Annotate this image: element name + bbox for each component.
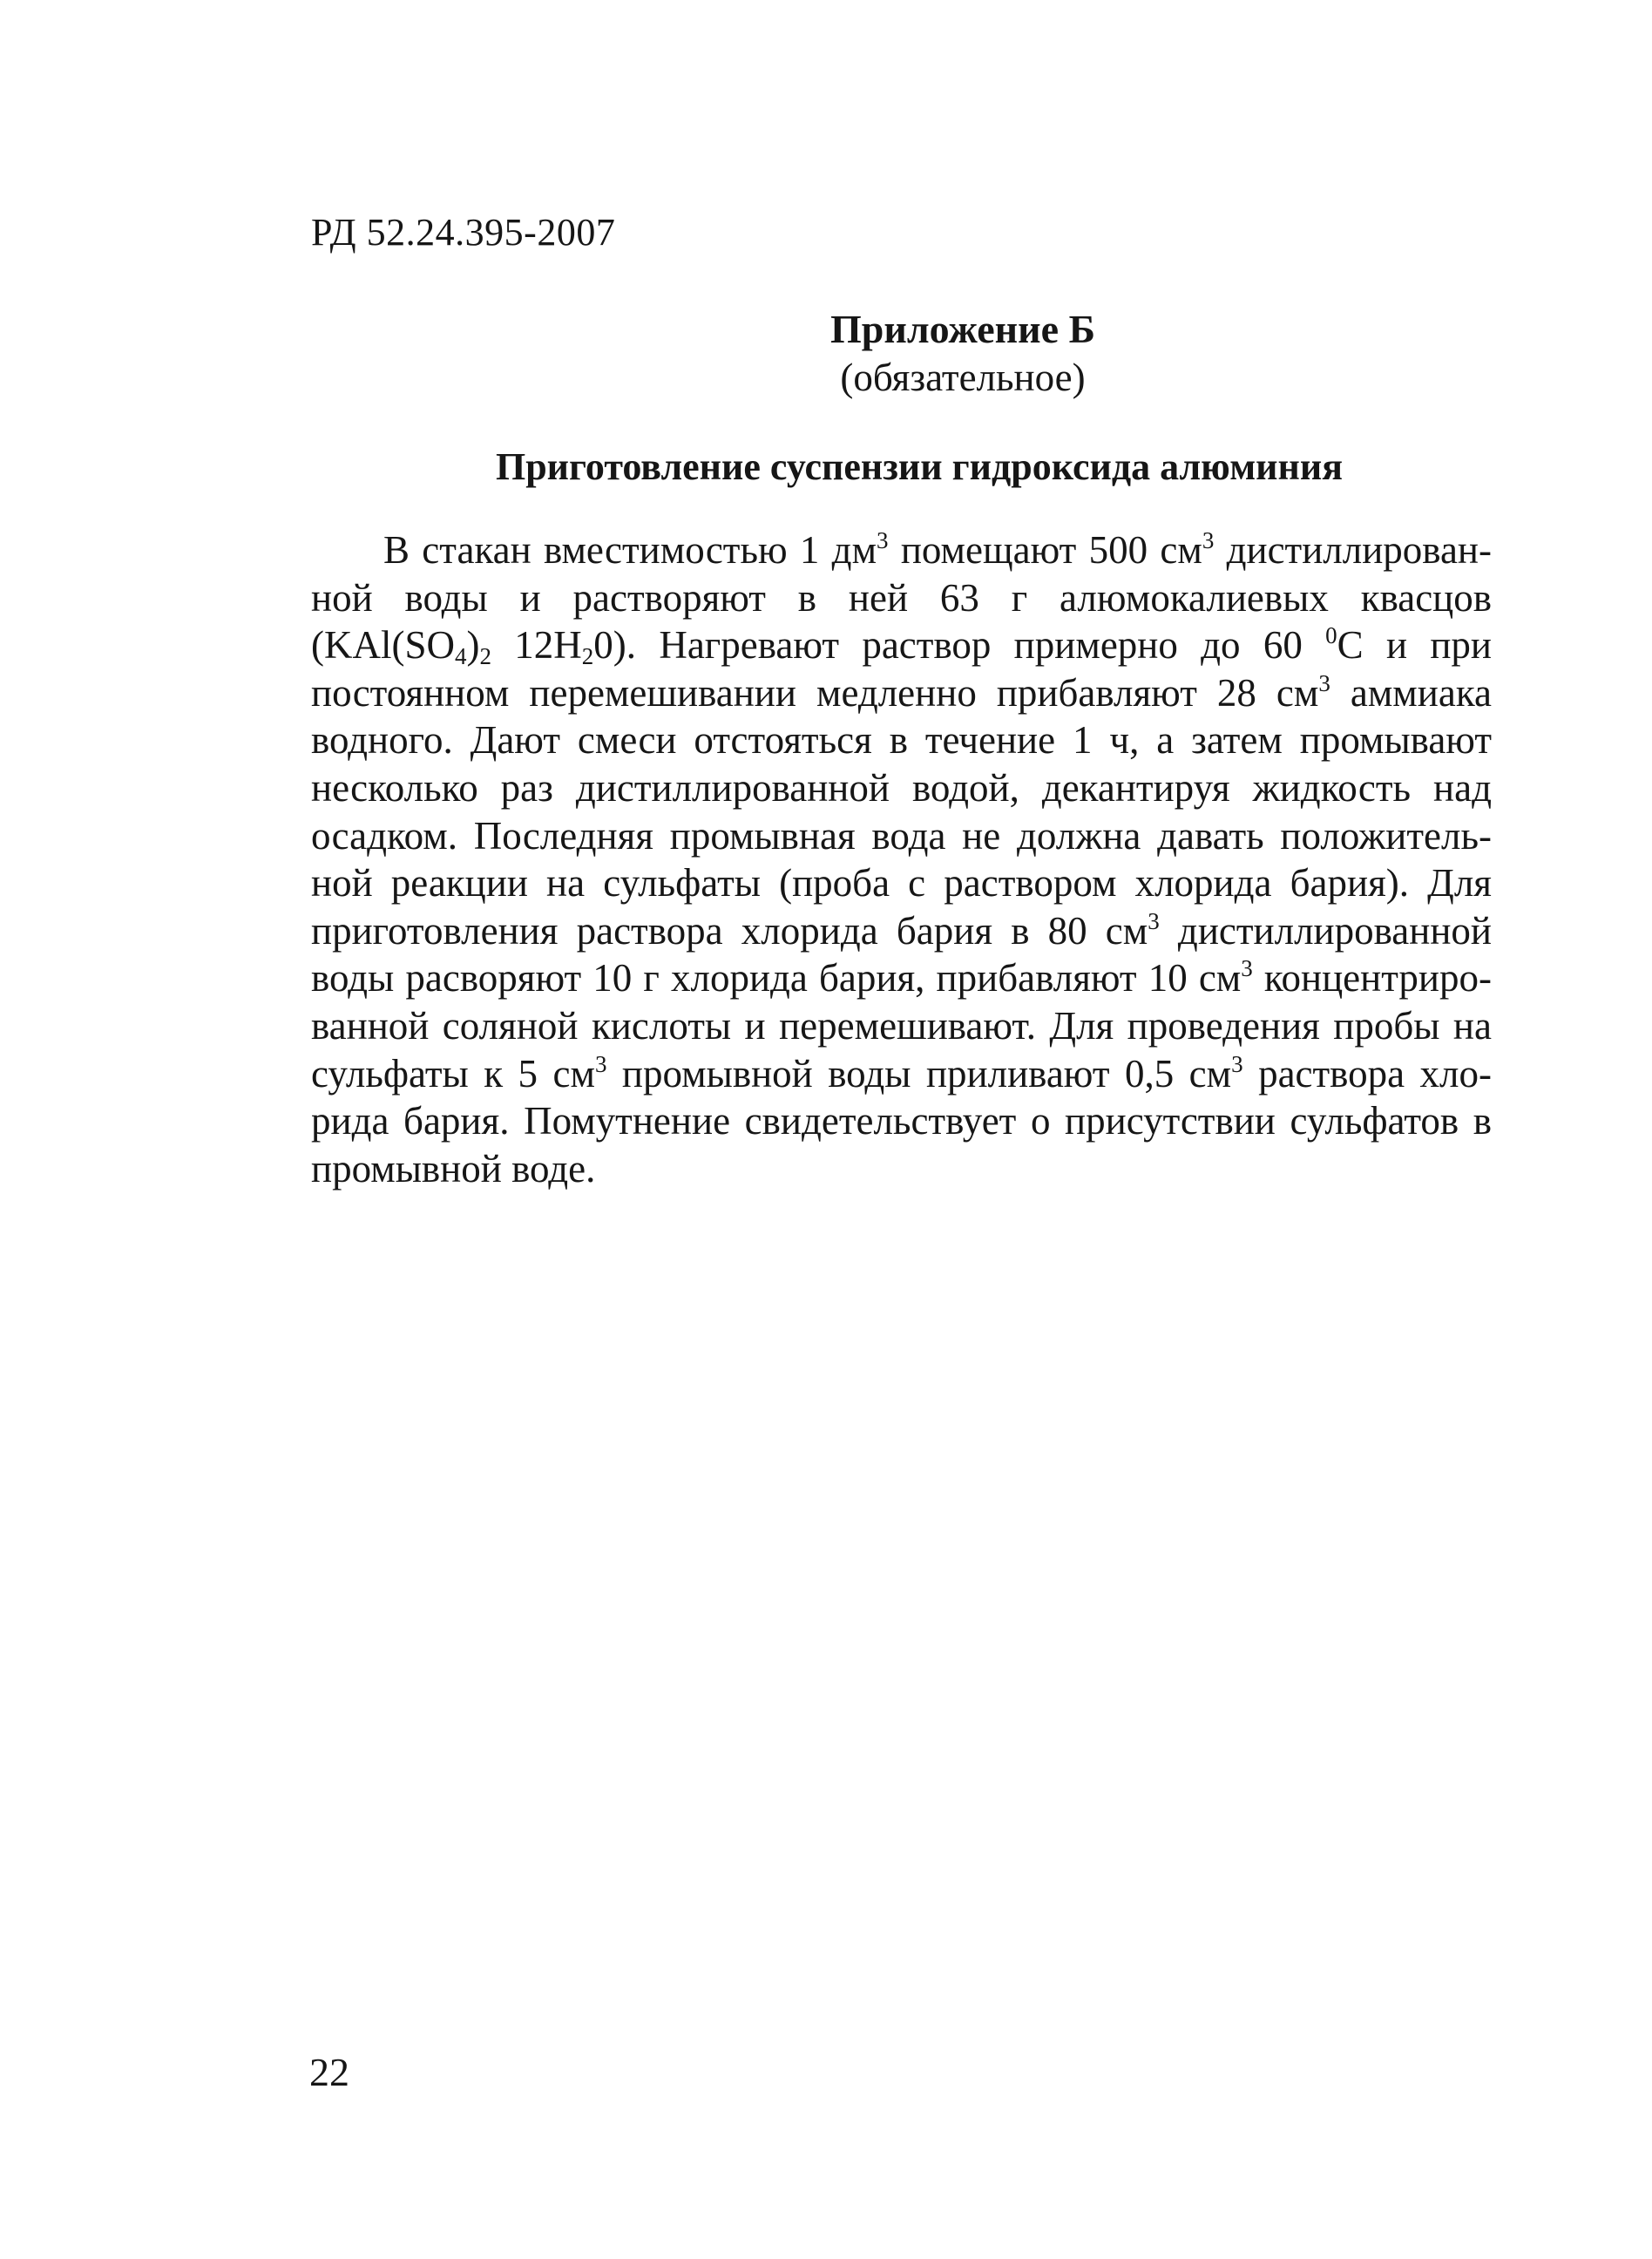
text-line-3 — [311, 621, 1492, 669]
text-fragment: аммиака — [1330, 670, 1492, 715]
appendix-title: Приложение Б — [829, 307, 1096, 351]
page-number: 22 — [309, 2050, 349, 2094]
text-fragment: 12H — [491, 623, 582, 668]
body-paragraph — [311, 526, 1492, 1192]
text-fragment: дистиллированной — [1159, 908, 1492, 953]
text-fragment: приготовления раствора хлорида бария в 80 см — [311, 908, 1148, 953]
document-code: РД 52.24.395-2007 — [311, 211, 616, 254]
text-line-4 — [311, 669, 1492, 717]
superscript: 3 — [1231, 1050, 1243, 1077]
text-fragment: В стакан вместимостью 1 дм — [383, 528, 877, 572]
superscript: 3 — [1241, 955, 1253, 982]
subscript: 4 — [455, 643, 467, 670]
text-fragment: концентриро- — [1252, 956, 1492, 1001]
text-line-2: ной воды и растворяют в ней 63 г алюмокалиевых квасцов — [311, 575, 1492, 620]
text-fragment: дистиллирован- — [1214, 528, 1492, 572]
subscript: 2 — [479, 643, 491, 670]
text-fragment: раствора хло- — [1242, 1051, 1493, 1096]
appendix-status: (обязательное) — [840, 356, 1086, 399]
text-line-5: водного. Дают смеси отстояться в течение 1 ч, а затем промывают — [311, 718, 1492, 763]
text-line-1 — [311, 526, 1492, 574]
section-heading: Приготовление суспензии гидроксида алюминия — [495, 445, 1344, 488]
text-fragment: (KAl(SO — [311, 623, 455, 668]
text-line-10 — [311, 954, 1492, 1002]
text-fragment: сульфаты к 5 см — [311, 1051, 595, 1096]
text-line-14: промывной воде. — [311, 1146, 596, 1191]
text-fragment: промывной воды приливают 0,5 см — [606, 1051, 1232, 1096]
superscript: 3 — [1318, 669, 1330, 696]
superscript: 3 — [1148, 907, 1160, 934]
text-line-11: ванной соляной кислоты и перемешивают. Для проведения пробы на — [311, 1003, 1492, 1048]
text-fragment: воды расворяют 10 г хлорида бария, прибавляют 10 см — [311, 956, 1242, 1001]
text-line-9 — [311, 907, 1492, 955]
text-fragment: 0). Нагревают раствор примерно до 60 — [593, 623, 1326, 668]
text-fragment: постоянном перемешивании медленно прибавляют 28 см — [311, 670, 1319, 715]
superscript: 3 — [877, 527, 889, 553]
text-fragment: С и при — [1337, 623, 1493, 668]
superscript: 0 — [1325, 622, 1337, 649]
superscript: 3 — [594, 1050, 607, 1077]
text-line-7: осадком. Последняя промывная вода не должна давать положитель- — [311, 813, 1492, 858]
text-line-6: несколько раз дистиллированной водой, декантируя жидкость над — [311, 765, 1492, 810]
text-line-13: рида бария. Помутнение свидетельствует о присутствии сульфатов в — [311, 1099, 1492, 1143]
text-line-8: ной реакции на сульфаты (проба с раствором хлорида бария). Для — [311, 861, 1492, 906]
superscript: 3 — [1202, 527, 1215, 553]
text-fragment: ) — [466, 623, 480, 668]
text-fragment: помещают 500 см — [888, 528, 1202, 572]
subscript: 2 — [581, 643, 594, 670]
text-line-12 — [311, 1050, 1492, 1098]
